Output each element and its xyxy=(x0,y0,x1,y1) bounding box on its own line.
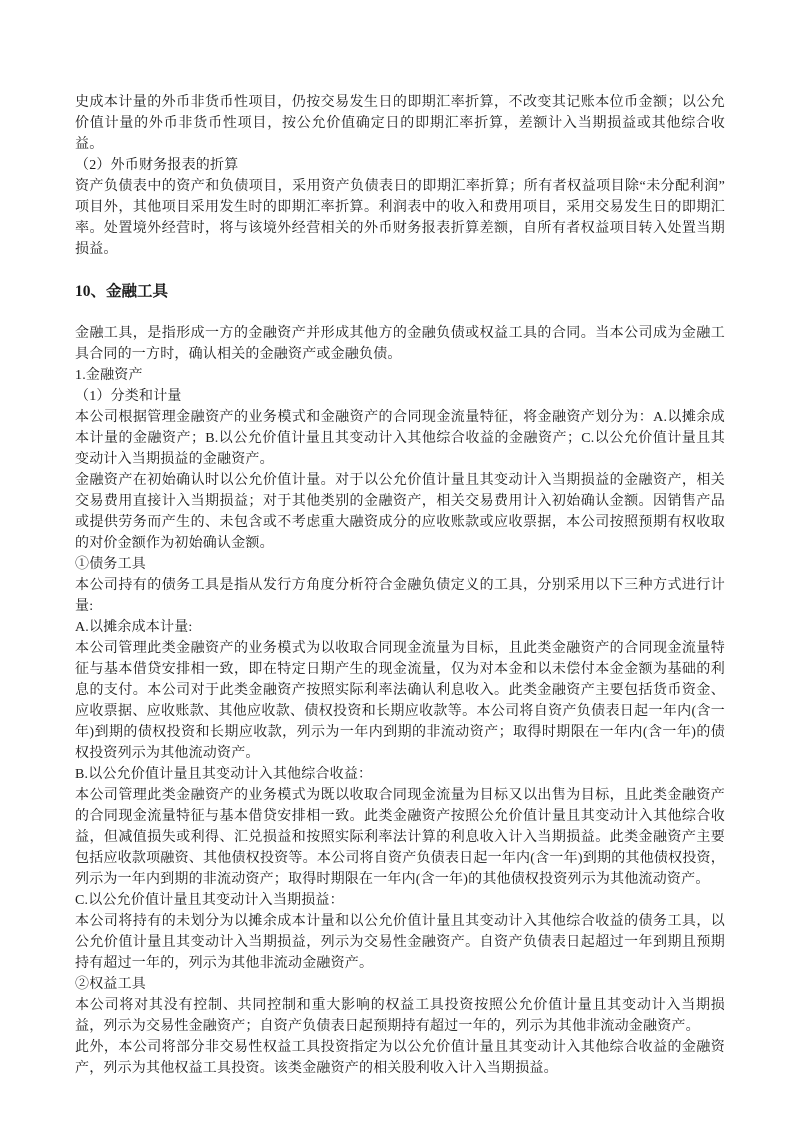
subheading-classification-and-measurement: （1）分类和计量 xyxy=(75,389,182,404)
document-content xyxy=(75,92,725,1079)
subheading-financial-assets: 1.金融资产 xyxy=(75,368,143,383)
subheading-equity-instruments: ②权益工具 xyxy=(75,977,146,992)
paragraph-financial-instruments-definition: 金融工具，是指形成一方的金融资产并形成其他方的金融负债或权益工具的合同。当本公司成为金融工具合同的一方时，确认相关的金融资产或金融负债。 xyxy=(75,326,725,362)
heading-financial-instruments: 10、金融工具 xyxy=(75,283,169,300)
paragraph-amortized-cost-detail: 本公司管理此类金融资产的业务模式为以收取合同现金流量为目标，且此类金融资产的合同现金流量特征与基本借贷安排相一致，即在特定日期产生的现金流量，仅为对本金和以未偿付本金金额为基础的利息的支付。本公司对于此类金融资产按照实际利率法确认利息收入。此类金融资产主要包括货币资金、应收票据、应收账款、其他应收款、债权投资和长期应收款等。本公司将自资产负债表日起一年内(含一年)到期的债权投资和长期应收款，列示为一年内到期的非流动资产；取得时期限在一年内(含一年)的债权投资列示为其他流动资产。 xyxy=(75,641,725,761)
subheading-debt-instruments: ①债务工具 xyxy=(75,557,146,572)
paragraph-equity-instruments-detail: 本公司将对其没有控制、共同控制和重大影响的权益工具投资按照公允价值计量且其变动计入当期损益，列示为交易性金融资产；自资产负债表日起预期持有超过一年的，列示为其他非流动金融资产。 xyxy=(75,998,725,1034)
paragraph-non-trading-equity-designation: 此外，本公司将部分非交易性权益工具投资指定为以公允价值计量且其变动计入其他综合收益的金融资产，列示为其他权益工具投资。该类金融资产的相关股利收入计入当期损益。 xyxy=(75,1040,725,1076)
paragraph-initial-recognition-measurement: 金融资产在初始确认时以公允价值计量。对于以公允价值计量且其变动计入当期损益的金融资产，相关交易费用直接计入当期损益；对于其他类别的金融资产，相关交易费用计入初始确认金额。因销售产品或提供劳务而产生的、未包含或不考虑重大融资成分的应收账款或应收票据，本公司按照预期有权收取的对价金额作为初始确认金额。 xyxy=(75,473,725,551)
paragraph-fair-value-through-oci-detail: 本公司管理此类金融资产的业务模式为既以收取合同现金流量为目标又以出售为目标，且此类金融资产的合同现金流量特征与基本借贷安排相一致。此类金融资产按照公允价值计量且其变动计入其他综合收益，但减值损失或利得、汇兑损益和按照实际利率法计算的利息收入计入当期损益。此类金融资产主要包括应收款项融资、其他债权投资等。本公司将自资产负债表日起一年内(含一年)到期的其他债权投资，列示为一年内到期的非流动资产；取得时期限在一年内(含一年)的其他债权投资列示为其他流动资产。 xyxy=(75,788,725,887)
paragraph-debt-instruments-intro: 本公司持有的债务工具是指从发行方角度分析符合金融负债定义的工具，分别采用以下三种方式进行计量: xyxy=(75,578,725,614)
subheading-foreign-currency-statement-translation: （2）外币财务报表的折算 xyxy=(75,158,239,173)
paragraph-asset-classification: 本公司根据管理金融资产的业务模式和金融资产的合同现金流量特征，将金融资产划分为：A.以摊余成本计量的金融资产；B.以公允价值计量且其变动计入其他综合收益的金融资产；C.以公允价值计量且其变动计入当期损益的金融资产。 xyxy=(75,410,725,467)
paragraph-historical-cost-foreign-currency-items: 史成本计量的外币非货币性项目，仍按交易发生日的即期汇率折算，不改变其记账本位币金额；以公允价值计量的外币非货币性项目，按公允价值确定日的即期汇率折算，差额计入当期损益或其他综合收益。 xyxy=(75,95,725,152)
subheading-fair-value-through-profit-loss: C.以公允价值计量且其变动计入当期损益： xyxy=(75,893,344,908)
subheading-amortized-cost: A.以摊余成本计量: xyxy=(75,620,193,635)
paragraph-balance-sheet-translation: 资产负债表中的资产和负债项目，采用资产负债表日的即期汇率折算；所有者权益项目除“未分配利润”项目外，其他项目采用发生时的即期汇率折算。利润表中的收入和费用项目，采用交易发生日的即期汇率。处置境外经营时，将与该境外经营相关的外币财务报表折算差额，自所有者权益项目转入处置当期损益。 xyxy=(75,179,725,257)
paragraph-fair-value-through-profit-loss-detail: 本公司将持有的未划分为以摊余成本计量和以公允价值计量且其变动计入其他综合收益的债务工具，以公允价值计量且其变动计入当期损益，列示为交易性金融资产。自资产负债表日起超过一年到期且预期持有超过一年的，列示为其他非流动金融资产。 xyxy=(75,914,725,971)
subheading-fair-value-through-oci: B.以公允价值计量且其变动计入其他综合收益： xyxy=(75,767,373,782)
